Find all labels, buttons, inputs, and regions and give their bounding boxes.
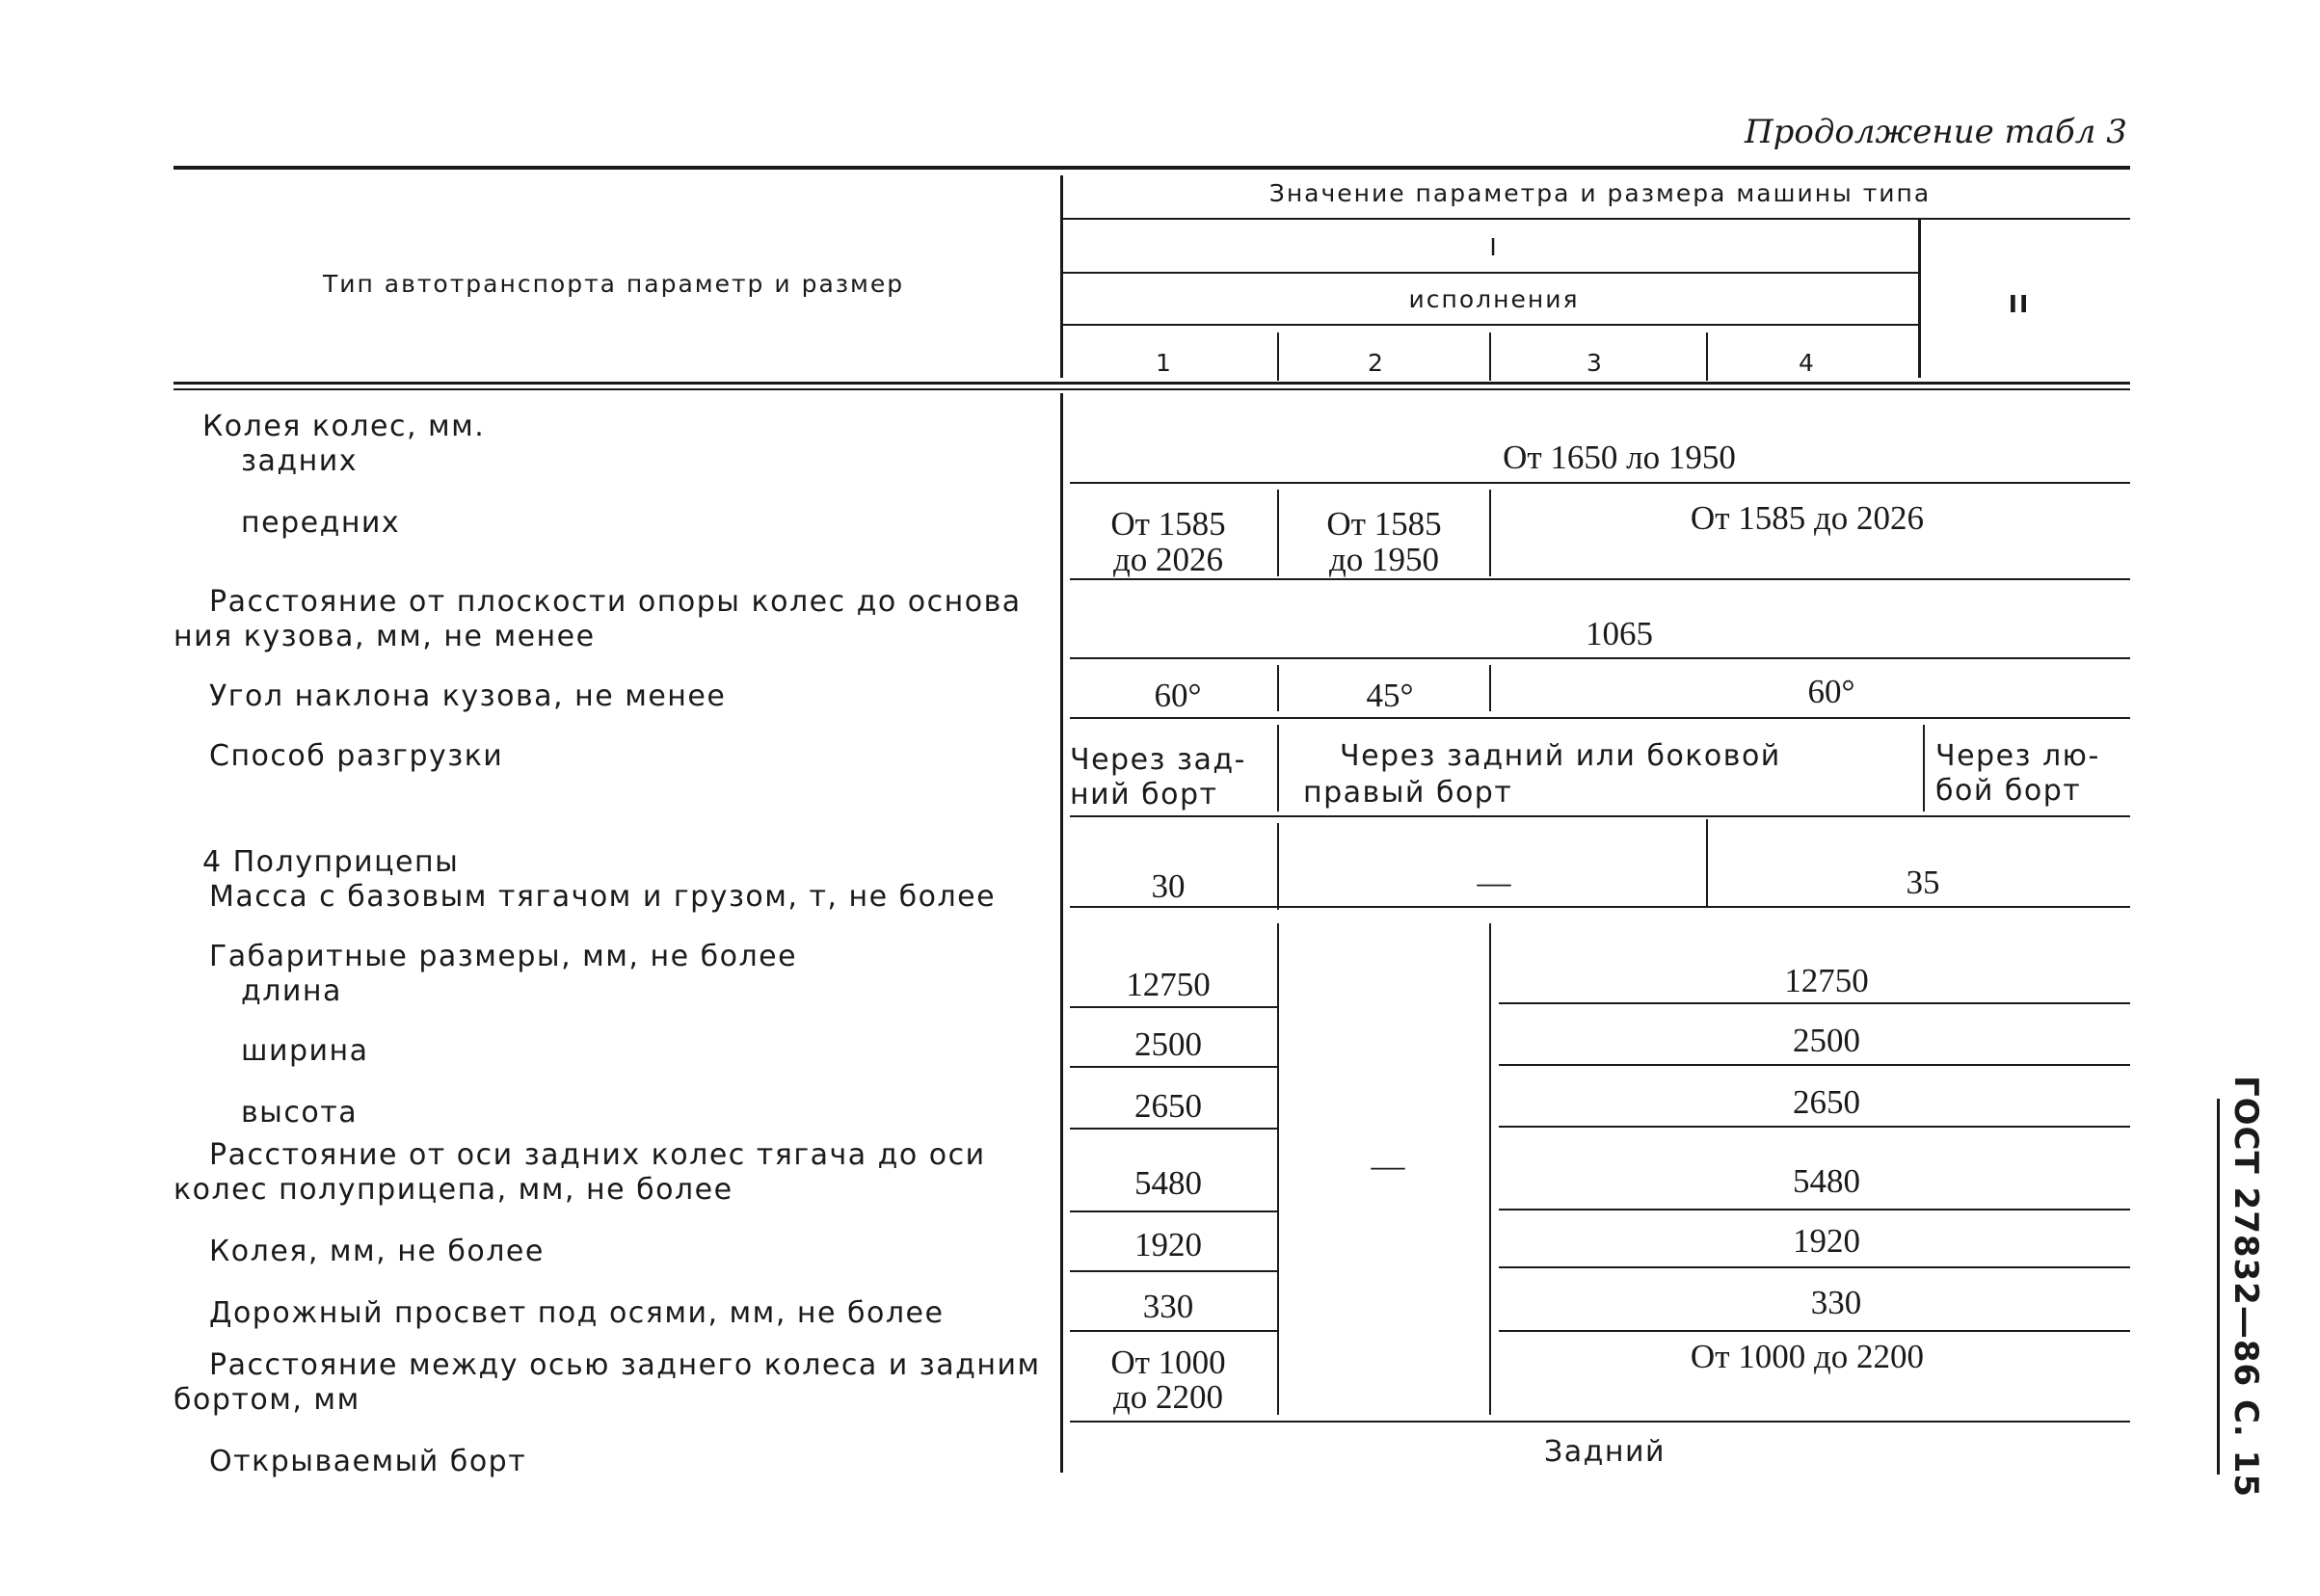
- header-variants: исполнения: [1408, 285, 1580, 313]
- header-line: [1063, 324, 1918, 326]
- front-v1-a: От 1585: [1110, 505, 1226, 543]
- header-value-title: Значение параметра и размера машины типа: [1268, 179, 1932, 207]
- mass-v4II: 35: [1906, 864, 1940, 901]
- row-line: [1499, 1002, 2130, 1004]
- row-line: [1499, 1126, 2130, 1128]
- cell-divider: [1277, 725, 1279, 811]
- top-rule: [173, 166, 2130, 170]
- row-distance-base-2: ния кузова, мм, не менее: [173, 620, 596, 653]
- row-line: [1070, 717, 2130, 719]
- width-v34: 2500: [1793, 1022, 1860, 1059]
- rear-dist-v1-a: От 1000: [1110, 1343, 1226, 1381]
- front-v2-b: до 1950: [1328, 541, 1440, 578]
- row-line: [1499, 1209, 2130, 1210]
- rear-dist-v1-b: до 2200: [1112, 1378, 1224, 1416]
- row-line: [1070, 482, 2130, 484]
- row-line: [1070, 1210, 1277, 1212]
- header-divider: [1706, 332, 1708, 381]
- row-wheel-track: Колея колес, мм.: [202, 410, 486, 443]
- open-side-value: Задний: [1544, 1435, 1666, 1469]
- row-open-side: Открываемый борт: [209, 1445, 527, 1478]
- clearance-v34: 330: [1810, 1284, 1862, 1321]
- cell-divider: [1277, 923, 1279, 1415]
- height-v34: 2650: [1793, 1083, 1860, 1121]
- tilt-v2: 45°: [1366, 677, 1414, 714]
- row-clearance: Дорожный просвет под осями, мм, не более: [209, 1296, 945, 1330]
- row-length: длина: [241, 974, 342, 1008]
- row-line: [1070, 657, 2130, 659]
- row-line: [1070, 1330, 1277, 1332]
- row-width: ширина: [241, 1034, 369, 1068]
- unload-v234-a: Через задний или боковой: [1340, 739, 1781, 773]
- cell-divider: [1489, 490, 1491, 576]
- row-mass: Масса с базовым тягачом и грузом, т, не более: [209, 880, 997, 914]
- row-rear-dist-2: бортом, мм: [173, 1383, 360, 1417]
- distance-base-value: 1065: [1586, 615, 1653, 652]
- row-line: [1499, 1330, 2130, 1332]
- header-v1: 1: [1156, 349, 1173, 377]
- length-v1: 12750: [1126, 966, 1211, 1003]
- header-v2: 2: [1368, 349, 1385, 377]
- rear-value: От 1650 ло 1950: [1503, 439, 1736, 476]
- header-line: [1063, 272, 1918, 274]
- side-stamp-rule: [2217, 1099, 2220, 1475]
- row-track: Колея, мм, не более: [209, 1235, 545, 1268]
- row-line: [1070, 1066, 1277, 1068]
- body-divider: [1060, 393, 1063, 1473]
- rear-dist-v34: От 1000 до 2200: [1690, 1338, 1925, 1375]
- row-line: [1070, 1128, 1277, 1130]
- length-v34: 12750: [1784, 962, 1869, 999]
- header-bottom-rule: [173, 382, 2130, 385]
- height-v1: 2650: [1134, 1087, 1202, 1125]
- front-v1-b: до 2026: [1112, 541, 1224, 578]
- track-v1: 1920: [1134, 1226, 1202, 1264]
- cell-divider: [1277, 490, 1279, 576]
- row-line: [1070, 1270, 1277, 1272]
- row-dims: Габаритные размеры, мм, не более: [209, 940, 798, 973]
- unload-v1-b: ний борт: [1070, 778, 1218, 811]
- cell-divider: [1277, 823, 1279, 910]
- cell-divider: [1489, 923, 1491, 1415]
- axle-dash-v2: —: [1371, 1147, 1405, 1184]
- header-divider: [1489, 332, 1491, 381]
- row-tilt: Угол наклона кузова, не менее: [209, 679, 727, 713]
- tilt-v1: 60°: [1154, 677, 1202, 714]
- unload-v234-b: правый борт: [1303, 776, 1513, 810]
- header-divider: [1918, 220, 1921, 378]
- header-divider: [1060, 175, 1063, 378]
- track-v34: 1920: [1793, 1222, 1860, 1260]
- row-line: [1070, 1421, 2130, 1423]
- row-axle-2: колес полуприцепа, мм, не более: [173, 1173, 733, 1207]
- mass-v23: —: [1477, 864, 1511, 901]
- row-front: передних: [241, 506, 401, 540]
- row-height: высота: [241, 1096, 359, 1130]
- header-bottom-rule: [173, 388, 2130, 390]
- axle-v1: 5480: [1134, 1164, 1202, 1202]
- unload-v1-a: Через зад-: [1070, 743, 1246, 777]
- row-semitrailers: 4 Полуприцепы: [202, 845, 460, 879]
- tilt-v34: 60°: [1807, 673, 1855, 710]
- width-v1: 2500: [1134, 1025, 1202, 1063]
- cell-divider: [1489, 665, 1491, 711]
- header-param-label: Тип автотранспорта параметр и размер: [323, 270, 905, 298]
- row-axle-1: Расстояние от оси задних колес тягача до оси: [209, 1138, 986, 1172]
- row-line: [1070, 578, 2130, 580]
- clearance-v1: 330: [1142, 1288, 1194, 1325]
- row-line: [1499, 1064, 2130, 1066]
- cell-divider: [1706, 819, 1708, 906]
- mass-v1: 30: [1151, 867, 1186, 905]
- header-divider: [1277, 332, 1279, 381]
- header-v3: 3: [1587, 349, 1604, 377]
- row-distance-base-1: Расстояние от плоскости опоры колес до основа: [209, 585, 1022, 619]
- row-line: [1499, 1266, 2130, 1268]
- row-line: [1070, 906, 2130, 908]
- unload-II-b: бой борт: [1935, 774, 2082, 808]
- header-type-I: I: [1489, 233, 1499, 261]
- side-stamp-text: ГОСТ 27832—86 С. 15: [2227, 1075, 2265, 1499]
- table-caption: Продолжение табл 3: [1745, 113, 2127, 151]
- header-type-II: II: [2008, 290, 2031, 318]
- row-rear-dist-1: Расстояние между осью заднего колеса и задним: [209, 1348, 1041, 1382]
- front-v34: От 1585 до 2026: [1690, 499, 1925, 537]
- header-line: [1063, 218, 2130, 220]
- unload-II-a: Через лю-: [1935, 739, 2100, 773]
- cell-divider: [1923, 725, 1925, 811]
- axle-v34: 5480: [1793, 1162, 1860, 1200]
- header-v4: 4: [1799, 349, 1816, 377]
- row-rear: задних: [241, 444, 358, 478]
- row-line: [1070, 1006, 1277, 1008]
- cell-divider: [1277, 665, 1279, 711]
- row-line: [1070, 815, 2130, 817]
- front-v2-a: От 1585: [1326, 505, 1442, 543]
- side-stamp: [2217, 1075, 2275, 1499]
- row-unload: Способ разгрузки: [209, 739, 504, 773]
